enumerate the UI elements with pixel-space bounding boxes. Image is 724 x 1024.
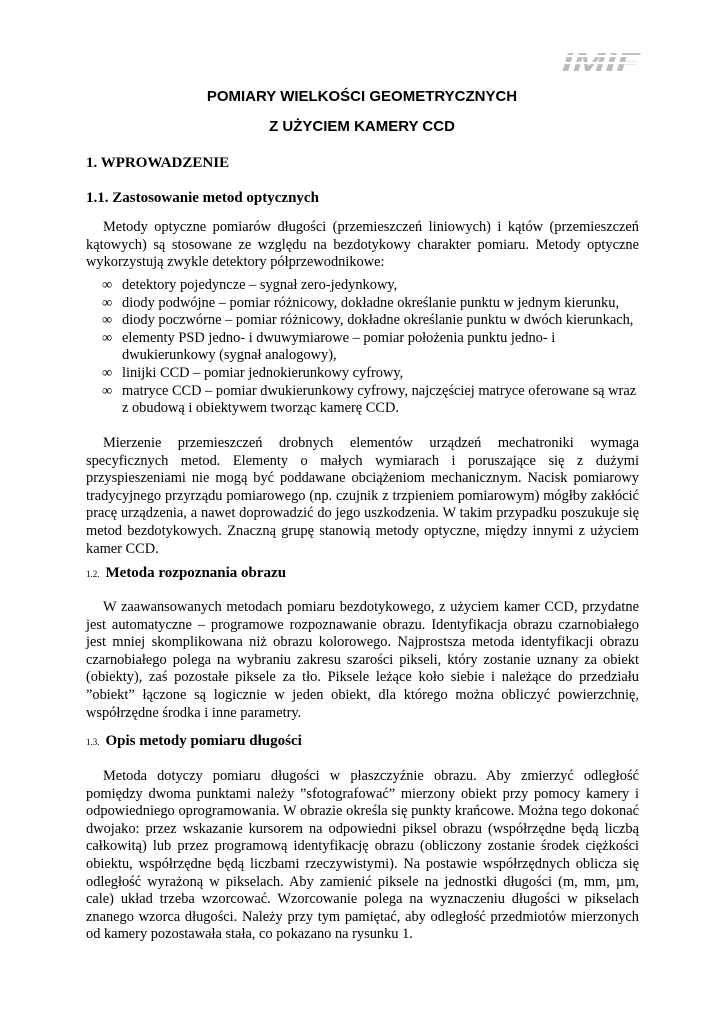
subsection-heading-image-recognition [86, 565, 286, 582]
section-number: 1.2. [86, 569, 100, 579]
bullet-symbol: ∞ [102, 382, 113, 399]
list-item-text: diody podwójne – pomiar różnicowy, dokładne określanie punktu w jednym kierunku, [122, 294, 620, 311]
list-item-text: linijki CCD – pomiar jednokierunkowy cyfrowy, [122, 364, 404, 381]
list-item [86, 383, 639, 418]
subsection-heading-length-method [86, 733, 302, 750]
paragraph-mechatronics: Mierzenie przemieszczeń drobnych elementów urządzeń mechatroniki wymaga specyficznych metod. Elementy o małych wymiarach i poruszające się z dużymi przyspieszeniami nie mogą być poddawane obciążeniom mechanicznym. Nacisk pomiarowy tradycyjnego przyrządu pomiarowego (np. czujnik z trzpieniem pomiarowym) mógłby zakłócić pracę urządzenia, a nawet doprowadzić do jego uszkodzenia. W takim przypadku poszukuje się metod bezdotykowych. Znaczną grupę stanowią metody optyczne, między innymi z użyciem kamer CCD. [86, 435, 639, 557]
section-heading-introduction: 1. WPROWADZENIE [86, 155, 230, 171]
paragraph-optical-intro: Metody optyczne pomiarów długości (przemieszczeń liniowych) i kątów (przemieszczeń kątowych) są stosowane ze względu na bezdotykowy charakter pomiaru. Metody optyczne wykorzystują zwykle detektory półprzewodnikowe: [86, 219, 639, 271]
subsection-heading-optical-methods: 1.1. Zastosowanie metod optycznych [86, 190, 319, 206]
bullet-symbol: ∞ [102, 329, 113, 346]
list-item [86, 312, 639, 330]
bullet-symbol: ∞ [102, 364, 113, 381]
list-item-text: detektory pojedyncze – sygnał zero-jedynkowy, [122, 277, 398, 293]
section-number: 1.3. [86, 737, 100, 747]
bullet-symbol: ∞ [102, 294, 113, 311]
logo-icon [560, 44, 644, 76]
bullet-symbol: ∞ [102, 277, 113, 293]
document-title-line1: POMIARY WIELKOŚCI GEOMETRYCZNYCH [206, 88, 518, 105]
section-title: Metoda rozpoznania obrazu [105, 565, 287, 581]
list-item [86, 330, 639, 365]
section-title: Opis metody pomiaru długości [105, 733, 302, 749]
document-title-line2: Z UŻYCIEM KAMERY CCD [269, 118, 455, 135]
list-item [86, 295, 639, 313]
paragraph-image-recognition: W zaawansowanych metodach pomiaru bezdotykowego, z użyciem kamer CCD, przydatne jest automatyczne – programowe rozpoznawanie obrazu. Identyfikacja obrazu czarnobiałego jest mniej skomplikowana niż obrazu kolorowego. Najprostsza metoda identyfikacji obrazu czarnobiałego polega na wybraniu zakresu szarości pikseli, który zostanie uznany za obiekt (obiekty), zaś pozostałe piksele za tło. Piksele leżące koło siebie i należące do przedziału ”obiekt” łączone są logicznie w jeden obiekt, dla którego można obliczyć powierzchnię, współrzędne środka i inne parametry. [86, 599, 639, 721]
paragraph-length-method: Metoda dotyczy pomiaru długości w płaszczyźnie obrazu. Aby zmierzyć odległość pomiędzy dwoma punktami należy ”sfotografować” mierzony obiekt przy pomocy kamery i odpowiedniego oprogramowania. W obrazie określa się punkty krańcowe. Można tego dokonać dwojako: przez wskazanie kursorem na odpowiedni piksel obrazu (współrzędne będą liczbą całkowitą) lub przez programową identyfikację obrazu (obliczony zostanie środek ciężkości obiektu, współrzędne będą liczbami rzeczywistymi). Na postawie współrzędnych oblicza się odległość wyrażoną w pikselach. Aby zamienić piksele na jednostki długości (m, mm, µm, cale) układ trzeba wzorcować. Wzorcowanie polega na wyznaczeniu długości w pikselach znanego wzorca długości. Należy przy tym pamiętać, aby odległość przedmiotów mierzonych od kamery pozostawała stała, co pokazano na rysunku 1. [86, 768, 639, 943]
list-item [86, 277, 639, 295]
bullet-symbol: ∞ [102, 312, 113, 329]
list-item-text: diody poczwórne – pomiar różnicowy, dokładne określanie punktu w dwóch kierunkach, [122, 312, 634, 329]
list-item-text: elementy PSD jedno- i dwuwymiarowe – pomiar położenia punktu jedno- i dwukierunkowy (sygnał analogowy), [122, 329, 556, 364]
logo-text: IMIF [562, 47, 642, 76]
list-item-text: matryce CCD – pomiar dwukierunkowy cyfrowy, najczęściej matryce oferowane są wraz z obudową i obiektywem tworząc kamerę CCD. [122, 382, 637, 417]
list-item [86, 365, 639, 383]
detector-list [86, 277, 639, 418]
